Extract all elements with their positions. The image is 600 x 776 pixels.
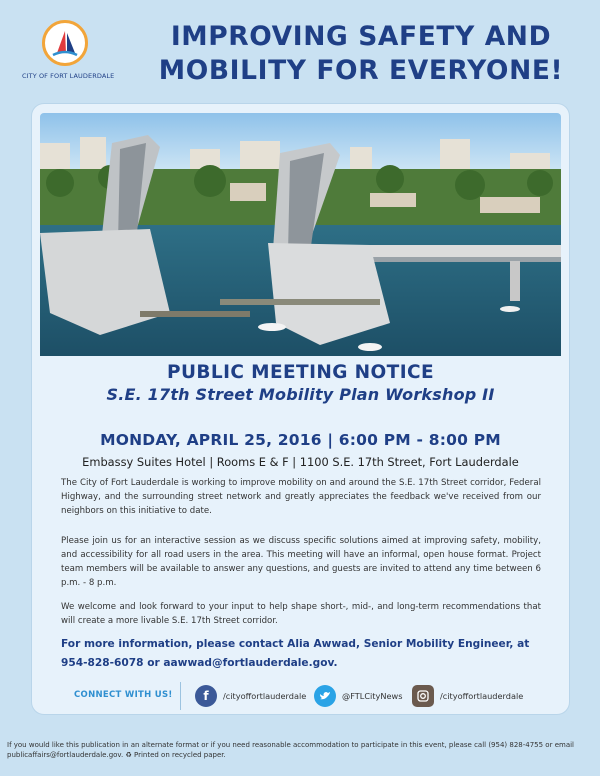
divider bbox=[180, 682, 181, 710]
body-paragraph-1: The City of Fort Lauderdale is working to improve mobility on and around the S.E. 17th Street corridor, Federal Highway, and the surrounding street network and greatly appreciates the feedback we've received from our neighbors on this initiative to date. bbox=[61, 478, 541, 516]
logo-text: CITY OF FORT LAUDERDALE bbox=[22, 72, 115, 80]
notice-title: PUBLIC MEETING NOTICE bbox=[167, 362, 434, 383]
contact-info: For more information, please contact Alia Awwad, Senior Mobility Engineer, at 954-828-6078 or aawwad@fortlauderdale.gov. bbox=[61, 638, 530, 669]
body-paragraph-3: We welcome and look forward to your input to help shape short-, mid-, and long-term recommendations that will create a more livable S.E. 17th Street corridor. bbox=[61, 602, 541, 626]
city-logo bbox=[22, 20, 115, 92]
notice-card bbox=[32, 104, 569, 714]
connect-label: CONNECT WITH US! bbox=[74, 690, 173, 700]
logo-emblem-icon bbox=[42, 20, 88, 66]
instagram-handle: /cityoffortlauderdale bbox=[440, 691, 524, 701]
twitter-handle: @FTLCityNews bbox=[342, 691, 403, 701]
facebook-icon: f bbox=[195, 685, 217, 707]
facebook-link[interactable] bbox=[195, 684, 306, 708]
meeting-date-time: MONDAY, APRIL 25, 2016 | 6:00 PM - 8:00 PM bbox=[100, 431, 501, 449]
headline-line-1: IMPROVING SAFETY AND bbox=[170, 21, 552, 52]
header bbox=[0, 0, 600, 102]
facebook-handle: /cityoffortlauderdale bbox=[223, 691, 307, 701]
footer-text: If you would like this publication in an alternate format or if you need reasonable accommodation to participate in this event, please call (954) 828-4755 or email publicaffairs@fortlauderdale.gov. bbox=[7, 741, 574, 759]
twitter-link[interactable] bbox=[314, 684, 403, 708]
meeting-venue: Embassy Suites Hotel | Rooms E & F | 1100 S.E. 17th Street, Fort Lauderdale bbox=[82, 455, 519, 469]
recycled-note: ♻ Printed on recycled paper. bbox=[125, 751, 226, 759]
twitter-icon bbox=[314, 685, 336, 707]
instagram-link[interactable] bbox=[412, 684, 523, 708]
social-bar bbox=[32, 678, 569, 714]
headline-line-2: MOBILITY FOR EVERYONE! bbox=[158, 55, 564, 86]
instagram-icon bbox=[412, 685, 434, 707]
notice-subtitle: S.E. 17th Street Mobility Plan Workshop II bbox=[106, 385, 495, 404]
footer-note bbox=[7, 740, 597, 760]
headline bbox=[126, 20, 596, 88]
drawbridge-photo bbox=[40, 113, 561, 356]
body-paragraph-2: Please join us for an interactive session as we discuss specific solutions aimed at improving safety, mobility, and accessibility for all road users in the area. This meeting will have an informal, open house format. Project team members will be available to answer any questions, and guests are invited to attend any time between 6 p.m. - 8 p.m. bbox=[61, 536, 541, 588]
